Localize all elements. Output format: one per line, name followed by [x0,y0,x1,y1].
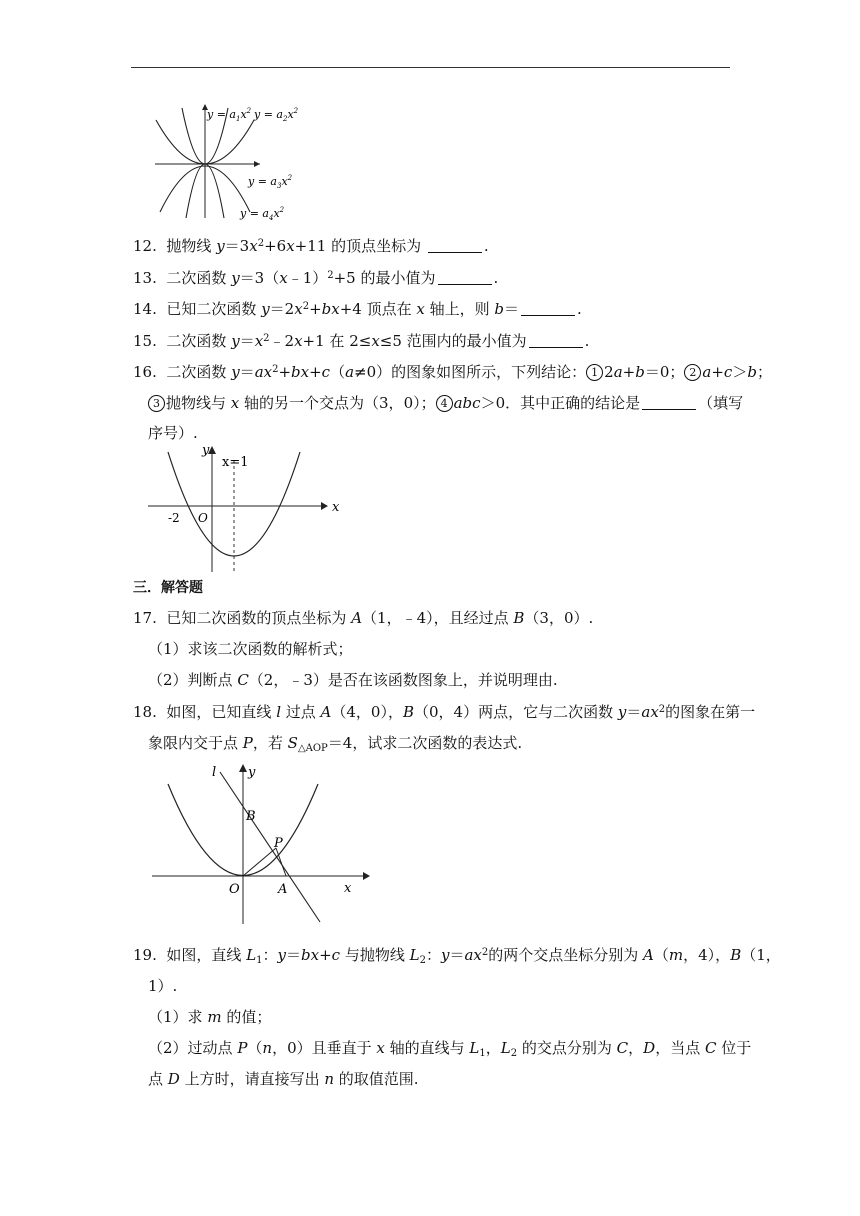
answer-blank[interactable] [428,238,482,253]
fig1-label-a2: $y = a_2x^2$ [254,107,299,123]
question-19-line-1: 19. 如图，直线 $L_1$：y＝bx+c 与抛物线 $L_2$：$y=ax^2$的两个交点坐标分别为 A（m，4），B（1， [133,946,781,966]
fig3-line-label: l [212,765,217,780]
question-17: 17. 已知二次函数的顶点坐标为 A（1，﹣4），且经过点 B（3，0）. [133,609,594,627]
circled-3: 3 [148,395,165,412]
question-19-line-2: 1）. [148,977,178,995]
section-3-heading: 三．解答题 [133,580,203,596]
fig2-y-label: y [202,443,210,458]
fig1-label-a3: $y = a_3x^2$ [248,174,293,190]
question-17-part-1: （1）求该二次函数的解析式； [148,640,353,658]
answer-blank[interactable] [521,301,575,316]
question-16-line-1: 16. 二次函数 $y=ax^2+bx+c(a\ne 0)$的图象如图所示，下列结论： 1 2a+b＝0； 2 a+c＞b； [133,363,772,381]
circled-4: 4 [436,395,453,412]
answer-blank[interactable] [642,395,696,410]
fig3-x-label: x [344,881,352,896]
question-14: 14. 已知二次函数 $y=2x^2+bx+4$ 顶点在 x 轴上，则 b＝ . [133,300,582,318]
fig3-y-label: y [248,765,256,780]
fig2-origin: O [198,511,208,525]
fig2-minus-two: -2 [168,511,180,525]
fig3-B-label: B [246,809,256,824]
circled-1: 1 [586,364,603,381]
figure-parabola-axis [146,440,346,575]
fig2-x-label: x [332,500,340,515]
fig1-label-a1: $y = a_1x^2$ [207,107,252,123]
question-17-part-2: （2）判断点 C（2，﹣3）是否在该函数图象上，并说明理由. [148,671,558,689]
question-18-line-2: 象限内交于点 P，若 $S_{\triangle AOP}=4$，试求二次函数的表达式. [148,734,523,754]
fig3-A-label: A [278,882,288,897]
question-16-line-2: 3 抛物线与 x 轴的另一个交点为（3，0）； 4 abc＞0．其中正确的结论是 （填写 [148,393,743,413]
question-19-part-2: （2）过动点 P（n，0）且垂直于 x 轴的直线与 $L_1$，$L_2$ 的交点分别为 C，D，当点 C 位于 [148,1039,752,1059]
answer-blank[interactable] [438,270,492,285]
question-19-part-1: （1）求 m 的值； [148,1008,272,1026]
fig3-O-label: O [229,882,240,897]
answer-blank[interactable] [529,333,583,348]
question-19-part-2-cont: 点 D 上方时，请直接写出 n 的取值范围. [148,1070,419,1088]
question-15: 15. 二次函数 $y=x^2﹣2x+1$ 在 2≤x≤5 范围内的最小值为 . [133,332,590,350]
fig2-axis-label: x=1 [222,455,249,470]
question-12: 12. 抛物线 $y=3x^2+6x+11$ 的顶点坐标为 . [133,237,489,255]
fig1-label-a4: $y = a_4x^2$ [240,206,285,222]
figure-parabolas-a1-a4 [150,100,310,220]
circled-2: 2 [684,364,701,381]
question-16-line-3: 序号）. [148,424,198,442]
question-18-line-1: 18. 如图，已知直线 l 过点 A（4，0），B（0，4）两点，它与二次函数 $y=ax^2$的图象在第一 [133,703,756,721]
fig3-P-label: P [274,836,283,851]
question-13: 13. 二次函数 y＝3（x﹣1）$^2$+5 的最小值为 . [133,269,499,287]
header-rule [131,67,730,68]
figure-line-parabola [150,762,370,927]
